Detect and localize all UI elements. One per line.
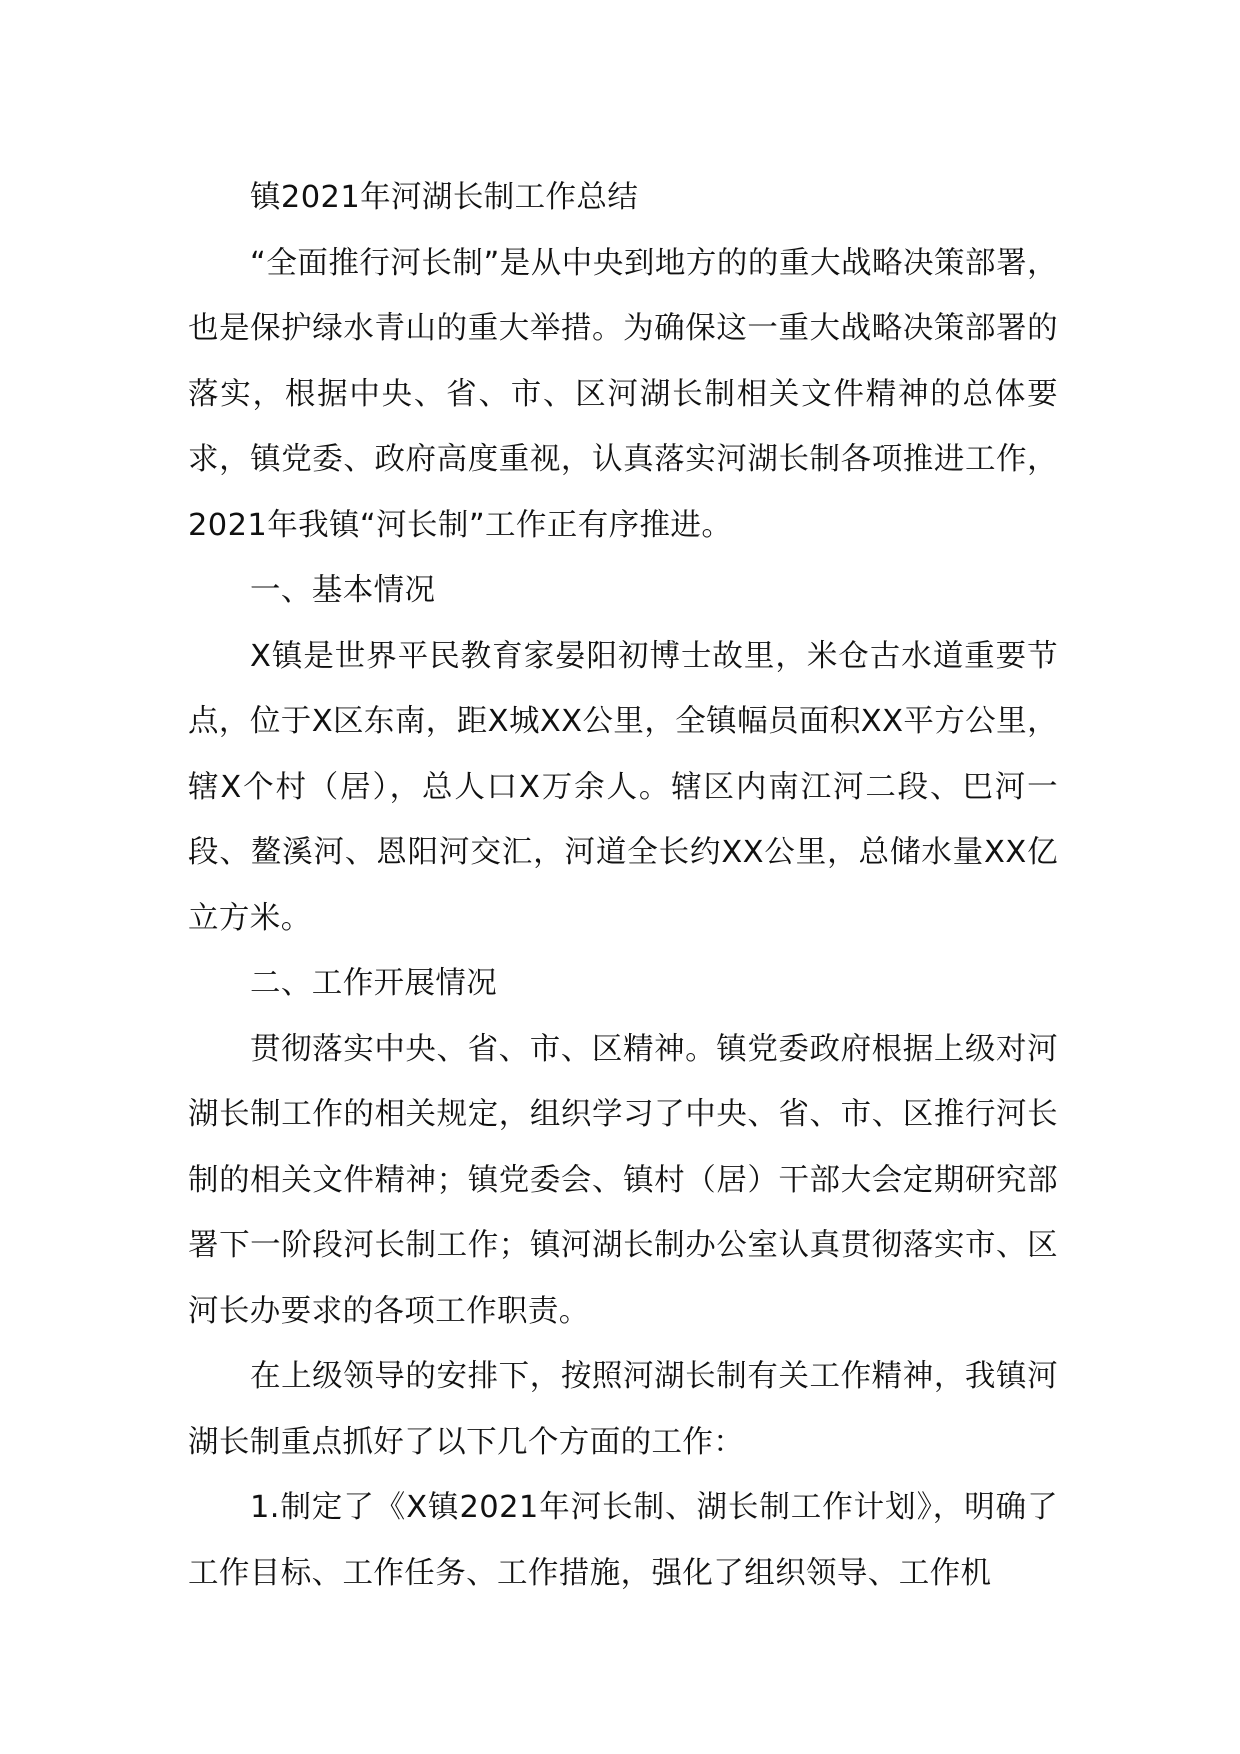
section-heading-work-progress: 二、工作开展情况 — [250, 966, 498, 1001]
paragraph-work-item-1: 1.制定了《X镇2021年河长制、湖长制工作计划》，明确了工作目标、工作任务、工作措施，强化了组织领导、工作机 — [188, 1490, 1058, 1591]
paragraph-intro: “全面推行河长制”是从中央到地方的的重大战略决策部署，也是保护绿水青山的重大举措。为确保这一重大战略决策部署的落实，根据中央、省、市、区河湖长制相关文件精神的总体要求，镇党委、政府高度重视，认真落实河湖长制各项推进工作，2021年我镇“河长制”工作正有序推进。 — [188, 245, 1058, 543]
document-title: 镇2021年河湖长制工作总结 — [250, 180, 639, 215]
paragraph-implementation: 贯彻落实中央、省、市、区精神。镇党委政府根据上级对河湖长制工作的相关规定，组织学习了中央、省、市、区推行河长制的相关文件精神；镇党委会、镇村（居）干部大会定期研究部署下一阶段河长制工作；镇河湖长制办公室认真贯彻落实市、区河长办要求的各项工作职责。 — [188, 1031, 1058, 1329]
paragraph-basic-situation: X镇是世界平民教育家晏阳初博士故里，米仓古水道重要节点，位于X区东南，距X城XX公里，全镇幅员面积XX平方公里，辖X个村（居），总人口X万余人。辖区内南江河二段、巴河一段、鳌溪河、恩阳河交汇，河道全长约XX公里，总储水量XX亿立方米。 — [188, 638, 1058, 936]
document-body — [188, 165, 1058, 1606]
paragraph-key-work-intro: 在上级领导的安排下，按照河湖长制有关工作精神，我镇河湖长制重点抓好了以下几个方面的工作： — [188, 1359, 1058, 1460]
section-heading-basic-situation: 一、基本情况 — [250, 573, 436, 608]
